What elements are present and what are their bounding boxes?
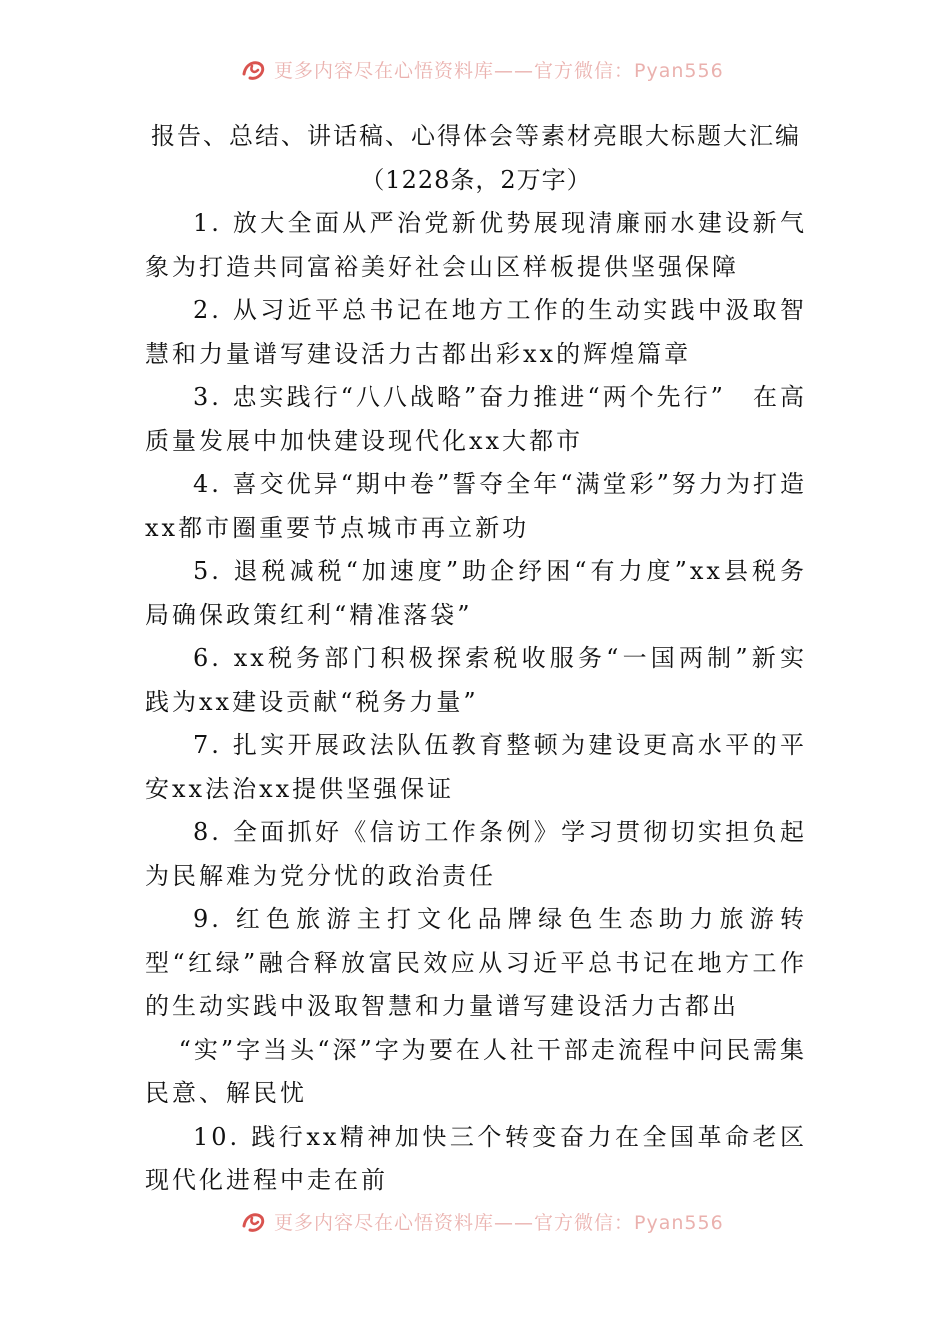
- list-item: “实”字当头“深”字为要在人社干部走流程中问民需集民意、解民忧: [145, 1035, 807, 1107]
- list-item: 1. 放大全面从严治党新优势展现清廉丽水建设新气象为打造共同富裕美好社会山区样板提供坚强保障: [145, 209, 807, 281]
- list-item: 9. 红色旅游主打文化品牌绿色生态助力旅游转型“红绿”融合释放富民效应从习近平总书记在地方工作的生动实践中汲取智慧和力量谱写建设活力古都出: [145, 905, 807, 1020]
- list-item: 6. xx税务部门积极探索税收服务“一国两制”新实践为xx建设贡献“税务力量”: [145, 644, 807, 716]
- brand-logo-icon: [238, 54, 268, 84]
- list-item: 5. 退税减税“加速度”助企纾困“有力度”xx县税务局确保政策红利“精准落袋”: [145, 557, 807, 629]
- watermark-header: [238, 52, 758, 86]
- watermark-text: 更多内容尽在心悟资料库——官方微信：Pyan556: [274, 1211, 724, 1234]
- list-item: 4. 喜交优异“期中卷”誓夺全年“满堂彩”努力为打造xx都市圈重要节点城市再立新功: [145, 470, 807, 542]
- list-item: 10. 践行xx精神加快三个转变奋力在全国革命老区现代化进程中走在前: [145, 1122, 807, 1194]
- list-item: 8. 全面抓好《信访工作条例》学习贯彻切实担负起为民解难为党分忧的政治责任: [145, 818, 807, 890]
- brand-logo-icon: [238, 1206, 268, 1236]
- list-item: 7. 扎实开展政法队伍教育整顿为建设更高水平的平安xx法治xx提供坚强保证: [145, 731, 807, 803]
- document-title: 报告、总结、讲话稿、心得体会等素材亮眼大标题大汇编: [151, 122, 801, 150]
- document-body: [145, 114, 807, 1203]
- watermark-footer: [238, 1204, 758, 1238]
- document-subtitle: （1228条，2万字）: [360, 166, 592, 194]
- watermark-text: 更多内容尽在心悟资料库——官方微信：Pyan556: [274, 59, 724, 82]
- list-item: 3. 忠实践行“八八战略”奋力推进“两个先行” 在高质量发展中加快建设现代化xx大都市: [145, 383, 807, 455]
- list-item: 2. 从习近平总书记在地方工作的生动实践中汲取智慧和力量谱写建设活力古都出彩xx的辉煌篇章: [145, 296, 807, 368]
